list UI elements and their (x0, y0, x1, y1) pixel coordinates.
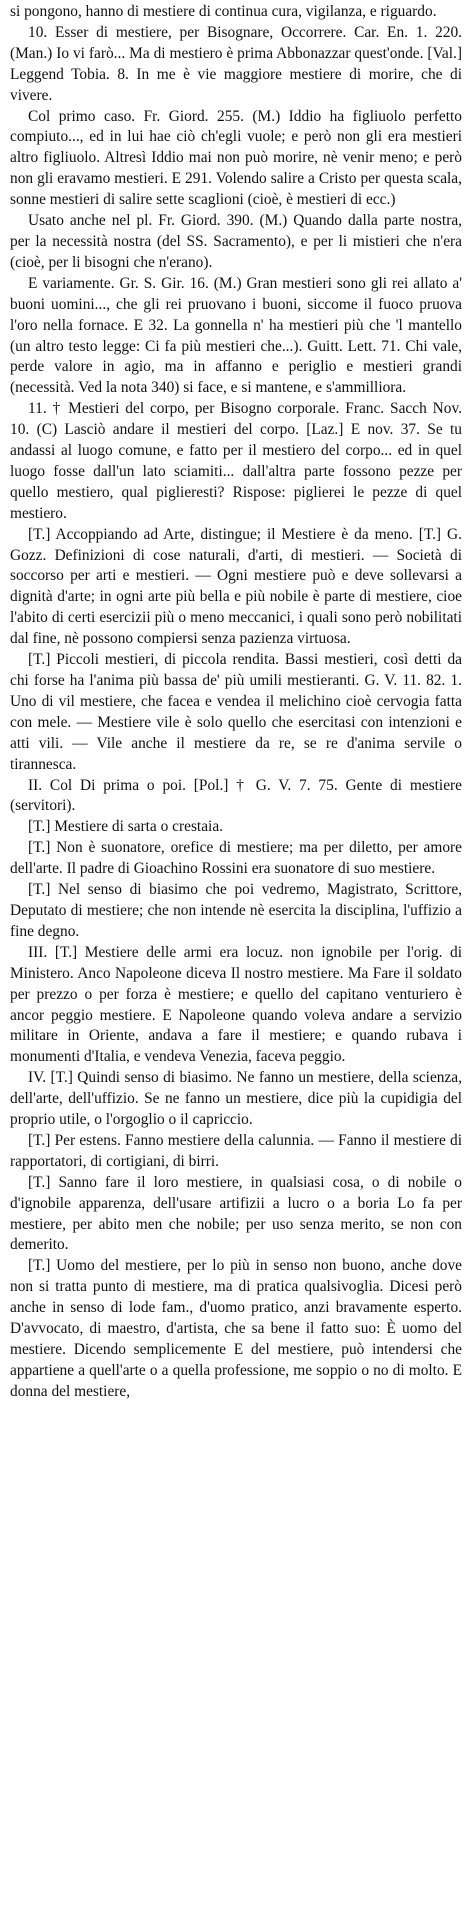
paragraph-11-mestieri-del-corpo: 11. † Mestieri del corpo, per Bisogno corporale. Franc. Sacch Nov. 10. (C) Lasciò andare il mestieri del corpo. [Laz.] E nov. 37. Se tu andassi al luogo comune, e fatto per il mestiero del corpo... ed in quel luogo fosse dall'un lato sciamiti... dall'altra parte fossono pezze per quello mestiero, qual piglieresti? Rispose: piglierei le pezze di quel mestiero. (10, 400, 462, 522)
paragraph-uomo-del-mestiere: [T.] Uomo del mestiere, per lo più in senso non buono, anche dove non si tratta punto di mestiere, ma di pratica qualsivoglia. Dicesi però anche in senso di lode fam., d'uomo pratico, anzi bravamente esperto. D'avvocato, di maestro, d'artista, che sa bene il fatto suo: È uomo del mestiere. Dicendo semplicemente E del mestiere, può intendersi che appartiene a quell'arte o a quella professione, me soppio o no di molto. E donna del mestiere, (10, 1257, 462, 1400)
paragraph-iv-quindi-biasimo: IV. [T.] Quindi senso di biasimo. Ne fanno un mestiere, della scienza, dell'arte, dell'uffizio. Se ne fanno un mestiere, dice più la cupidigia del proprio utile, o l'orgoglio o il capriccio. (10, 1069, 462, 1129)
paragraph-senso-di-biasimo: [T.] Nel senso di biasimo che poi vedremo, Magistrato, Scrittore, Deputato di mestiere; che non intende nè esercita la disciplina, l'uffizio a fine degno. (10, 881, 462, 940)
paragraph-continuation: si pongono, hanno di mestiere di continua cura, vigilanza, e riguardo. (10, 3, 437, 20)
paragraph-col-primo-caso: Col primo caso. Fr. Giord. 255. (M.) Iddio ha figliuolo perfetto compiuto..., ed in lui hae ciò ch'egli vuole; e però non gli era mestieri altro figliuolo. Altresì Iddio mai non può morire, nè venir meno; e però non gli eravamo mestieri. E 291. Volendo salire a Cristo per questa scala, sonne mestieri di salire sette scaglioni (cioè, è mestieri di ecc.) (10, 107, 462, 209)
paragraph-sanno-fare: [T.] Sanno fare il loro mestiere, in qualsiasi cosa, o di nobile o d'ignobile apparenza, dell'usare artifizii a lucro o a boria Lo fa per mestiere, per abito men che nobile; per uso senza merito, se non con demerito. (10, 1173, 462, 1254)
paragraph-variamente: E variamente. Gr. S. Gir. 16. (M.) Gran mestieri sono gli rei allato a' buoni uomini..., che gli rei pruovano i buoni, siccome il fuoco pruova l'oro nella fornace. E 32. La gonnella n' ha mestieri più che 'l mantello (un altro testo legge: Ci fa più mestieri che...). Guitt. Lett. 71. Chi vale, perde valore in agio, ma in affanno e periglio e mestieri grandi (necessità. Ved la nota 340) si face, e si mantene, e s'ammilliora. (10, 274, 462, 397)
paragraph-suonatore: [T.] Non è suonatore, orefice di mestiere; ma per diletto, per amore dell'arte. Il padre di Gioachino Rossini era suonatore di suo mestiere. (10, 839, 462, 878)
paragraph-accoppiando-ad-arte: [T.] Accoppiando ad Arte, distingue; il Mestiere è da meno. [T.] G. Gozz. Definizioni di cose naturali, d'arti, di mestieri. — Società di soccorso per arti e mestieri. — Ogni mestiere può e deve sollevarsi a dignità d'arte; in ogni arte più bella e più nobile è parte di mestiere, cioe l'abito di certi esercizii più o meno meccanici, i quali sono però nobilitati dal fine, nè possono compiersi senza pazienza virtuosa. (10, 525, 462, 648)
paragraph-sarta-crestaia: [T.] Mestiere di sarta o crestaia. (28, 818, 223, 836)
paragraph-ii-col-di: II. Col Di prima o poi. [Pol.] † G. V. 7. 75. Gente di mestiere (servitori). (10, 776, 462, 815)
text-column (10, 2, 462, 1403)
paragraph-iii-mestiere-delle-armi: III. [T.] Mestiere delle armi era locuz. non ignobile per l'orig. di Ministero. Anco Napoleone diceva Il nostro mestiere. Ma Fare il soldato per prezzo o per forza è mestiere; e quello del capitano venturiero è ancor peggio mestiere. E Napoleone quando voleva andare a servizio militare in Oriente, andava a fare il mestiere; e quando rubava i monumenti d'Italia, e vendeva Venezia, faceva peggio. (10, 943, 462, 1066)
paragraph-piccoli-mestieri: [T.] Piccoli mestieri, di piccola rendita. Bassi mestieri, così detti da chi forse ha l'anima più bassa de' più umili mestieranti. G. V. 11. 82. 1. Uno di vil mestiere, che facea e vendea il melichino cioè cervogia fatta con mele. — Mestiere vile è solo quello che esercitasi con intenzioni e atti vili. — Vile anche il mestiere da re, se re d'anima servile o tirannesca. (10, 651, 462, 773)
paragraph-usato-plurale: Usato anche nel pl. Fr. Giord. 390. (M.) Quando dalla parte nostra, per la necessità nostra (del SS. Sacramento), e per li mistieri che n'era (cioè, per li bisogni che n'erano). (10, 212, 462, 271)
paragraph-10-esser-di-mestiere: 10. Esser di mestiere, per Bisognare, Occorrere. Car. En. 1. 220. (Man.) Io vi farò... Ma di mestiero è prima Abbonazzar quest'onde. [Val.] Leggend Tobia. 8. In me è vie maggiore mestiere di morire, che di vivere. (10, 23, 462, 104)
paragraph-per-estens: [T.] Per estens. Fanno mestiere della calunnia. — Fanno il mestiere di rapportatori, di cortigiani, di birri. (10, 1131, 462, 1170)
